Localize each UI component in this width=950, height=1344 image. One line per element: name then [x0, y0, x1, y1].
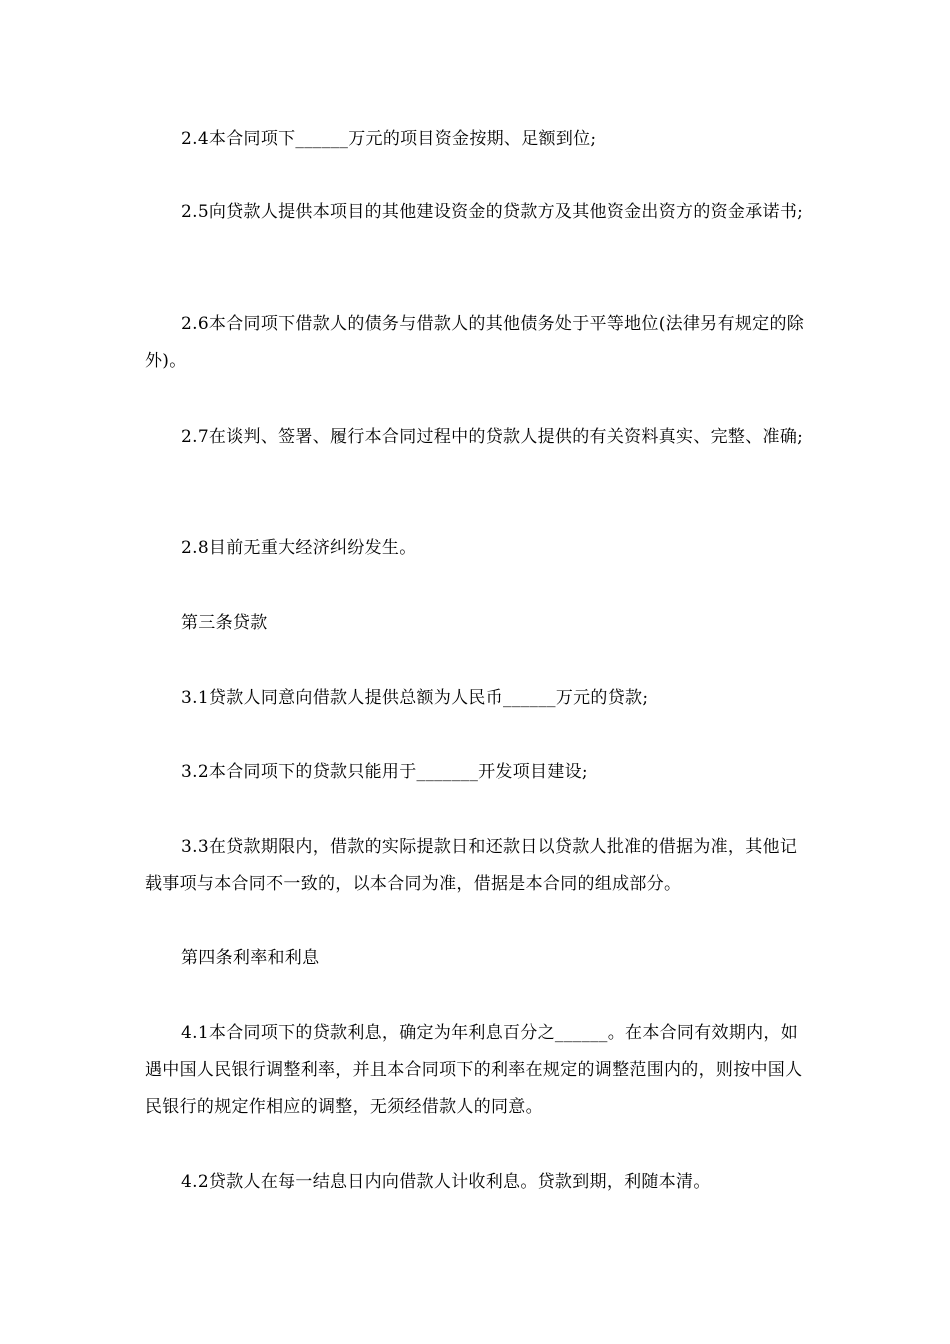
clause-2-6: 2.6本合同项下借款人的债务与借款人的其他债务处于平等地位(法律另有规定的除外)。 [145, 314, 805, 371]
clause-3-2: 3.2本合同项下的贷款只能用于_______开发项目建设; [181, 762, 588, 782]
clause-3-1: 3.1贷款人同意向借款人提供总额为人民币______万元的贷款; [181, 688, 649, 708]
clause-2-5: 2.5向贷款人提供本项目的其他建设资金的贷款方及其他资金出资方的资金承诺书; [181, 202, 804, 222]
clause-3-3: 3.3在贷款期限内，借款的实际提款日和还款日以贷款人批准的借据为准，其他记载事项与本合同不一致的，以本合同为准，借据是本合同的组成部分。 [145, 837, 798, 894]
clause-2-7: 2.7在谈判、签署、履行本合同过程中的贷款人提供的有关资料真实、完整、准确; [181, 427, 804, 447]
clause-2-4: 2.4本合同项下______万元的项目资金按期、足额到位; [181, 129, 597, 149]
clause-4-1: 4.1本合同项下的贷款利息，确定为年利息百分之______。在本合同有效期内，如遇中国人民银行调整利率，并且本合同项下的利率在规定的调整范围内的，则按中国人民银行的规定作相应的调整，无须经借款人的同意。 [145, 1023, 803, 1117]
clause-2-8: 2.8目前无重大经济纠纷发生。 [181, 538, 417, 558]
article-4-heading: 第四条利率和利息 [181, 948, 320, 968]
article-3-heading: 第三条贷款 [181, 613, 268, 633]
clause-4-2: 4.2贷款人在每一结息日内向借款人计收利息。贷款到期，利随本清。 [181, 1172, 711, 1192]
